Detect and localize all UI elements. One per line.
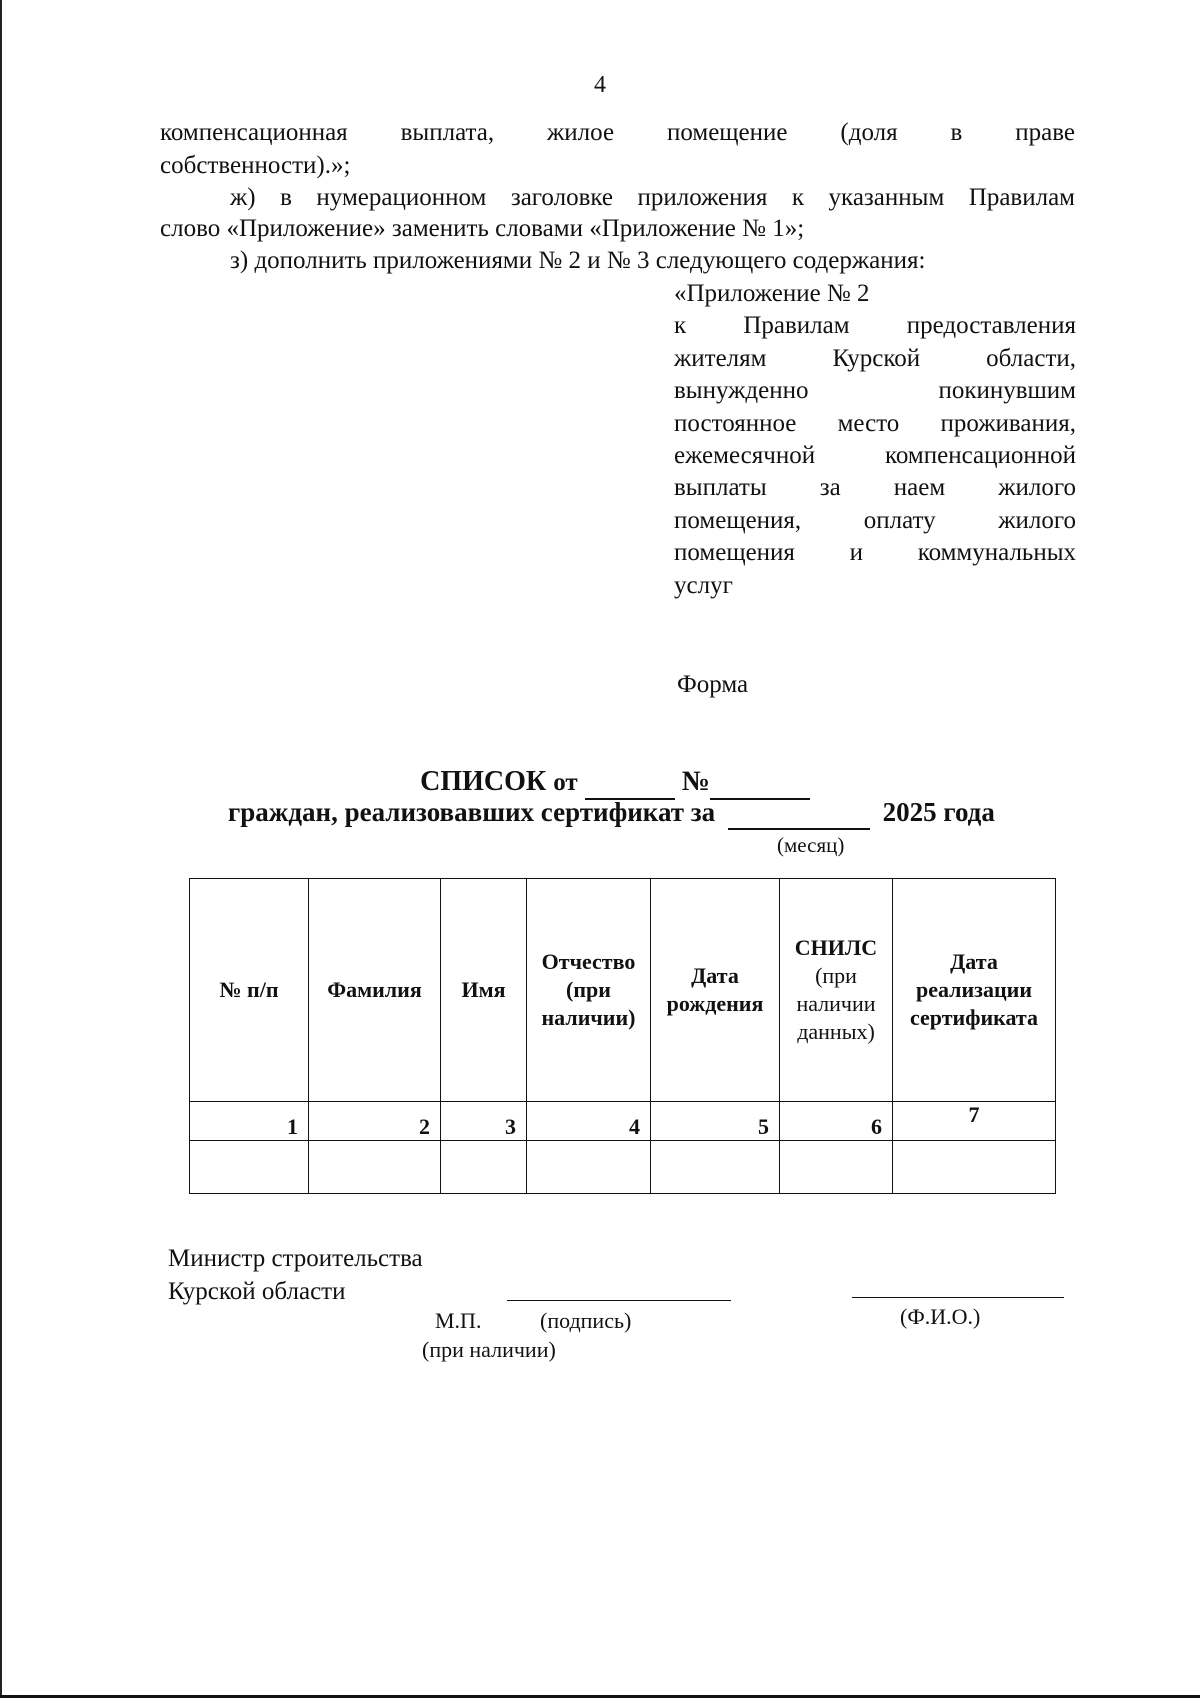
column-number: 3 [441,1102,527,1141]
number-blank [710,766,810,800]
month-blank [728,797,870,830]
column-number: 4 [527,1102,651,1141]
appendix-line: помещения и коммунальных [674,539,1076,567]
list-title-word: СПИСОК [420,766,547,797]
if-available-hint: (при наличии) [422,1337,556,1362]
appendix-line: к Правилам предоставления [674,312,1076,340]
list-subtitle-start: граждан, реализовавших сертификат за [228,797,716,827]
column-number: 5 [651,1102,780,1141]
column-header: Дата рождения [651,879,780,1102]
body-line-3: ж) в нумерационном заголовке приложения к указанным Правилам [230,184,1075,211]
page-edge-left [0,0,2,1698]
list-subtitle-end: 2025 года [882,797,995,827]
table-cell[interactable] [893,1141,1056,1194]
signature-line [507,1300,731,1301]
column-number: 2 [309,1102,441,1141]
signature-hint: (подпись) [540,1308,632,1333]
table-cell[interactable] [780,1141,893,1194]
body-line-5: з) дополнить приложениями № 2 и № 3 следующего содержания: [230,247,926,274]
citizens-table [189,878,1056,1194]
body-line-2: собственности).»; [160,152,351,179]
appendix-line: постоянное место проживания, [674,409,1076,437]
fio-hint: (Ф.И.О.) [900,1304,981,1329]
month-hint: (месяц) [777,833,845,857]
body-line-4: слово «Приложение» заменить словами «Приложение № 1»; [160,215,805,242]
column-header: Фамилия [309,879,441,1102]
table-number-row [190,1102,1056,1141]
appendix-line: жителям Курской области, [674,344,1076,372]
appendix-header [674,278,1076,602]
column-header: Отчество (при наличии) [527,879,651,1102]
list-title [0,766,1200,800]
column-header: СНИЛС (при наличии данных) [780,879,893,1102]
appendix-line: помещения, оплату жилого [674,506,1076,534]
table-row [190,1141,1056,1194]
date-blank [585,766,675,800]
table-cell[interactable] [651,1141,780,1194]
column-number: 6 [780,1102,893,1141]
column-header: Имя [441,879,527,1102]
list-subtitle [228,797,995,830]
table-header-row [190,879,1056,1102]
signer-position-line2: Курской области [168,1278,346,1305]
signer-position-line1: Министр строительства [168,1245,423,1272]
appendix-line: услуг [674,571,733,599]
appendix-line: выплаты за наем жилого [674,474,1076,502]
list-title-number-sign: № [681,766,710,797]
column-header: Дата реализации сертификата [893,879,1056,1102]
column-header: № п/п [190,879,309,1102]
column-number: 7 [893,1102,1056,1141]
page-number: 4 [594,72,606,98]
appendix-line: ежемесячной компенсационной [674,442,1076,470]
appendix-line: вынужденно покинувшим [674,377,1076,405]
appendix-title: «Приложение № 2 [674,280,870,307]
stamp-place-label: М.П. [435,1308,482,1333]
table-cell[interactable] [309,1141,441,1194]
body-line-1: компенсационная выплата, жилое помещение (доля в праве [160,119,1075,146]
table-cell[interactable] [190,1141,309,1194]
table-cell[interactable] [441,1141,527,1194]
table-cell[interactable] [527,1141,651,1194]
list-title-from: от [553,769,578,796]
fio-line [852,1297,1064,1298]
column-number: 1 [190,1102,309,1141]
form-label: Форма [677,671,749,698]
